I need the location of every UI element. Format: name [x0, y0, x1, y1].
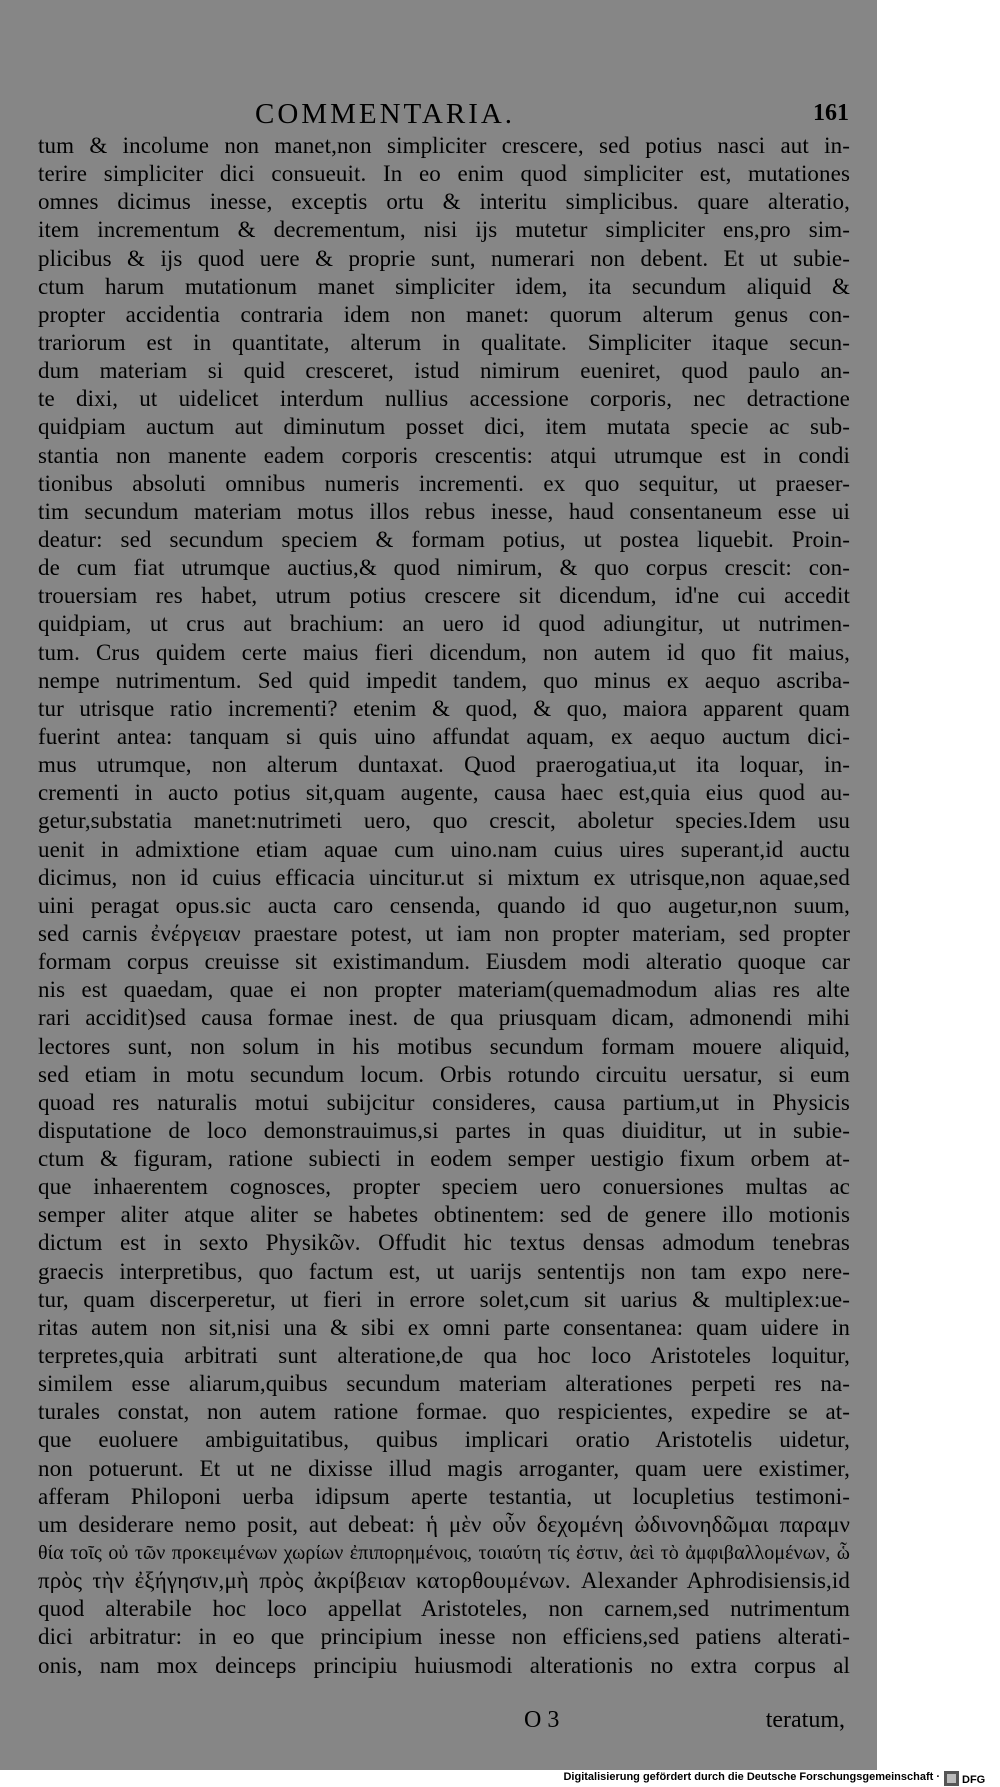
text-line: um desiderare nemo posit, aut debeat: ἡ μὲν οὖν δεχομένη ὠδινονηδῶμαι παραμν	[38, 1511, 850, 1537]
text-line: quidpiam, ut crus aut brachium: an uero id quod adiungitur, ut nutrimen-	[38, 611, 850, 637]
text-line: sed etiam in motu secundum locum. Orbis rotundo circuitu uersatur, si eum	[38, 1061, 850, 1087]
text-line: tionibus absoluti omnibus numeris incrementi. ex quo sequitur, ut praeser-	[38, 470, 850, 496]
text-line: dici arbitratur: in eo que principium inesse non efficiens,sed patiens alterati-	[38, 1624, 850, 1650]
text-line: sed carnis ἐνέργειαν praestare potest, ut iam non propter materiam, sed propter	[38, 920, 850, 946]
text-line: nempe nutrimentum. Sed quid impedit tandem, quo minus ex aequo ascriba-	[38, 667, 850, 693]
text-line: getur,substatia manet:nutrimeti uero, quo crescit, aboletur species.Idem usu	[38, 808, 850, 834]
text-line: tum & incolume non manet,non simpliciter crescere, sed potius nasci aut in-	[38, 133, 850, 158]
text-line: que inhaerentem cognosces, propter speciem uero conuersiones multas ac	[38, 1174, 850, 1200]
text-line: tim secundum materiam motus illos rebus inesse, haud consentaneum esse ui	[38, 498, 850, 524]
text-line: trouersiam res habet, utrum potius crescere sit dicendum, id'ne cui accedit	[38, 583, 850, 609]
text-line: omnes dicimus inesse, exceptis ortu & interitu simplicibus. quare alteratio,	[38, 189, 850, 215]
text-line: propter accidentia contraria idem non manet: quorum alterum genus con-	[38, 301, 850, 327]
text-line: quod alterabile hoc loco appellat Aristoteles, non carnem,sed nutrimentum	[38, 1596, 850, 1622]
text-line: terpretes,quia arbitrati sunt alteratione,de qua hoc loco Aristoteles loquitur,	[38, 1343, 850, 1369]
text-block	[38, 132, 850, 1680]
text-line: tum. Crus quidem certe maius fieri dicendum, non autem id quo fit maius,	[38, 639, 850, 665]
text-line: plicibus & ijs quod uere & proprie sunt, numerari non debent. Et ut subie-	[38, 245, 850, 271]
text-line: lectores sunt, non solum in his motibus secundum formam mouere aliquid,	[38, 1033, 850, 1059]
text-line: formam corpus creuisse sit existimandum. Eiusdem modi alteratio quoque car	[38, 949, 850, 975]
catch-line	[0, 1707, 877, 1741]
text-line: item incrementum & decrementum, nisi ijs mutetur simpliciter ens,pro sim-	[38, 217, 850, 243]
text-line: similem esse aliarum,quibus secundum materiam alterationes perpeti res na-	[38, 1371, 850, 1397]
text-line: stantia non manente eadem corporis crescentis: atqui utrumque est in condi	[38, 442, 850, 468]
dfg-logo-text: DFG	[962, 1774, 986, 1786]
text-line: uenit in admixtione etiam aquae cum uino.nam cuius uires superant,id auctu	[38, 836, 850, 862]
text-line: uini peragat opus.sic aucta caro censenda, quando id quo augetur,non suum,	[38, 892, 850, 918]
text-line: terire simpliciter dici consueuit. In eo enim quod simpliciter est, mutationes	[38, 161, 850, 187]
text-line: fuerint antea: tanquam si quis uino affundat aquam, ex aequo auctum dici-	[38, 723, 850, 749]
text-line: quidpiam auctum aut diminutum posset dici, item mutata specie ac sub-	[38, 414, 850, 440]
text-line: dictum est in sexto Physikῶν. Offudit hic textus densas admodum tenebras	[38, 1230, 850, 1256]
page-number: 161	[813, 100, 849, 126]
text-line: semper aliter atque aliter se habetes obtinentem: sed de genere illo motionis	[38, 1202, 850, 1228]
text-line: quoad res naturalis motui subijcitur consideres, causa partium,ut in Physicis	[38, 1089, 850, 1115]
text-line: trariorum est in quantitate, alterum in qualitate. Simpliciter itaque secun-	[38, 329, 850, 355]
text-line: turales constat, non autem ratione formae. quo respicientes, expedire se at-	[38, 1399, 850, 1425]
text-line: crementi in aucto potius sit,quam augente, causa haec est,quia eius quod au-	[38, 780, 850, 806]
text-line: ctum & figuram, ratione subiecti in eodem semper uestigio fixum orbem at-	[38, 1146, 850, 1172]
text-line: onis, nam mox deinceps principiu huiusmodi alterationis no extra corpus al	[38, 1652, 850, 1678]
catchword: teratum,	[765, 1707, 845, 1733]
page-header	[0, 98, 877, 134]
text-line: tur, quam discerperetur, ut fieri in errore solet,cum sit uarius & multiplex:ue-	[38, 1286, 850, 1312]
text-line: θία τοῖς οὐ τῶν προκειμένων χωρίων ἐπιπορημένοις, τοιαύτη τίς ἐστιν, ἀεὶ τὸ ἀμφιβαλλομένων, ὧ	[38, 1542, 850, 1565]
text-line: tur utrisque ratio incrementi? etenim & quod, & quo, maiora apparent quam	[38, 695, 850, 721]
text-line: mus utrumque, non alterum duntaxat. Quod praerogatiua,ut ita loquar, in-	[38, 752, 850, 778]
dfg-logo-icon	[944, 1771, 996, 1786]
footer-bar	[0, 1770, 1000, 1787]
text-line: rari accidit)sed causa formae inest. de qua priusquam dicam, admonendi mihi	[38, 1005, 850, 1031]
text-line: de cum fiat utrumque auctius,& quod nimirum, & quo corpus crescit: con-	[38, 555, 850, 581]
text-line: disputatione de loco demonstrauimus,si partes in quas diuiditur, ut in subie-	[38, 1117, 850, 1143]
text-line: que euoluere ambiguitatibus, quibus implicari oratio Aristotelis uidetur,	[38, 1427, 850, 1453]
text-line: dum materiam si quid cresceret, istud nimirum eueniret, quod paulo an-	[38, 358, 850, 384]
text-line: ritas autem non sit,nisi una & sibi ex omni parte consentanea: quam uidere in	[38, 1314, 850, 1340]
text-line: te dixi, ut uidelicet interdum nullius accessione corporis, nec detractione	[38, 386, 850, 412]
text-line: ctum harum mutationum manet simpliciter idem, ita secundum aliquid &	[38, 273, 850, 299]
text-line: graecis interpretibus, quo factum est, ut uarijs sententijs non tam expo nere-	[38, 1258, 850, 1284]
text-line: deatur: sed secundum speciem & formam potius, ut postea liquebit. Proin-	[38, 526, 850, 552]
running-title: COMMENTARIA.	[255, 98, 516, 130]
text-line: dicimus, non id cuius efficacia uincitur.ut si mixtum ex utrisque,non aquae,sed	[38, 864, 850, 890]
text-line: non potuerunt. Et ut ne dixisse illud magis arroganter, quam uere existimer,	[38, 1455, 850, 1481]
signature-mark: O 3	[524, 1707, 560, 1733]
text-line: nis est quaedam, quae ei non propter materiam(quemadmodum alias res alte	[38, 977, 850, 1003]
text-line: afferam Philoponi uerba idipsum aperte testantia, ut locupletius testimoni-	[38, 1483, 850, 1509]
text-line: πρὸς τὴν ἐξήγησιν,μὴ πρὸς ἀκρίβειαν κατορθουμένων. Alexander Aphrodisiensis,id	[38, 1568, 850, 1594]
funding-credit: Digitalisierung gefördert durch die Deutsche Forschungsgemeinschaft ·	[563, 1771, 940, 1783]
